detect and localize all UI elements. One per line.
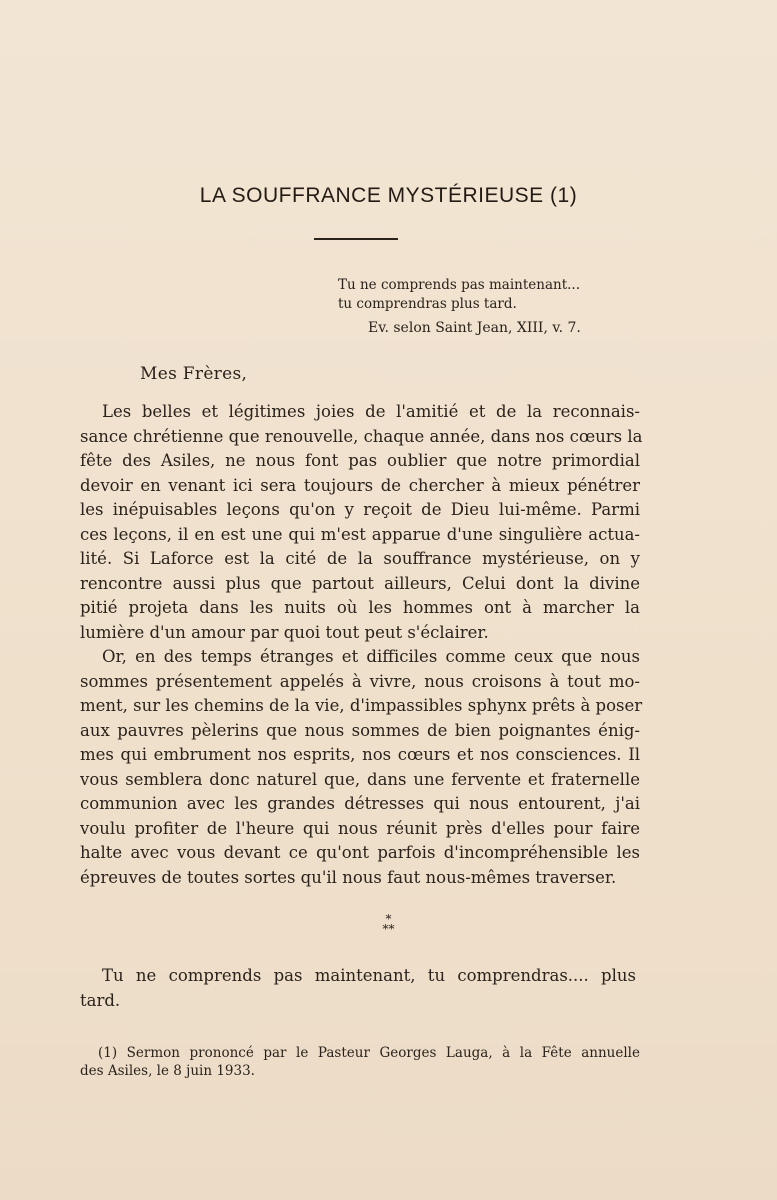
epigraph-reference: Ev. selon Saint Jean, XIII, v. 7. <box>368 320 581 336</box>
salutation: Mes Frères, <box>140 364 248 384</box>
text-line: pitié projeta dans les nuits où les hommes ont à marcher la <box>80 598 640 617</box>
text-line: sance chrétienne que renouvelle, chaque année, dans nos cœurs la <box>80 426 643 446</box>
text-line: sommes présentement appelés à vivre, nous croisons à tout mo- <box>80 671 640 691</box>
asterism-top: * <box>385 912 392 926</box>
epigraph-line: tu comprendras plus tard. <box>338 296 517 312</box>
quoted-verse <box>80 964 636 1013</box>
text-line: tard. <box>80 990 121 1010</box>
chapter-title: LA SOUFFRANCE MYSTÉRIEUSE (1) <box>199 184 578 207</box>
text-line: aux pauvres pèlerins que nous sommes de bien poignantes énig- <box>80 720 640 740</box>
text-line: voulu profiter de l'heure qui nous réunit près d'elles pour faire <box>80 818 640 838</box>
text-line: les inépuisables leçons qu'on y reçoit de Dieu lui-même. Parmi <box>80 500 640 519</box>
epigraph <box>338 276 668 338</box>
text-line: devoir en venant ici sera toujours de chercher à mieux pénétrer <box>80 475 640 495</box>
text-line: halte avec vous devant ce qu'ont parfois d'incompréhensible les <box>80 843 640 862</box>
text-line: ces leçons, il en est une qui m'est apparue d'une singulière actua- <box>80 524 640 544</box>
footnote-line: (1) Sermon prononcé par le Pasteur Georges Lauga, à la Fête annuelle <box>98 1045 640 1061</box>
text-line: fête des Asiles, ne nous font pas oublier que notre primordial <box>80 451 640 470</box>
footnote-line: des Asiles, le 8 juin 1933. <box>80 1063 255 1079</box>
text-line: Les belles et légitimes joies de l'amitié et de la reconnais- <box>102 402 640 421</box>
sermon-body <box>80 400 643 890</box>
text-line: épreuves de toutes sortes qu'il nous faut nous-mêmes traverser. <box>80 867 617 887</box>
text-line: rencontre aussi plus que partout ailleurs, Celui dont la divine <box>80 573 640 593</box>
epigraph-line: Tu ne comprends pas maintenant... <box>338 277 581 293</box>
text-line: mes qui embrument nos esprits, nos cœurs et nos consciences. Il <box>80 745 640 764</box>
text-line: lumière d'un amour par quoi tout peut s'éclairer. <box>80 622 489 642</box>
title-rule <box>314 238 398 240</box>
asterism-bottom: ** <box>382 922 395 936</box>
section-separator <box>0 914 777 934</box>
text-line: Or, en des temps étranges et difficiles comme ceux que nous <box>102 647 640 666</box>
text-line: ment, sur les chemins de la vie, d'impassibles sphynx prêts à poser <box>80 696 643 715</box>
text-line: lité. Si Laforce est la cité de la souffrance mystérieuse, on y <box>80 549 640 568</box>
text-line: Tu ne comprends pas maintenant, tu comprendras.... plus <box>102 966 636 985</box>
text-line: communion avec les grandes détresses qui nous entourent, j'ai <box>80 794 640 813</box>
footnote <box>80 1044 640 1080</box>
text-line: vous semblera donc naturel que, dans une fervente et fraternelle <box>80 769 640 789</box>
